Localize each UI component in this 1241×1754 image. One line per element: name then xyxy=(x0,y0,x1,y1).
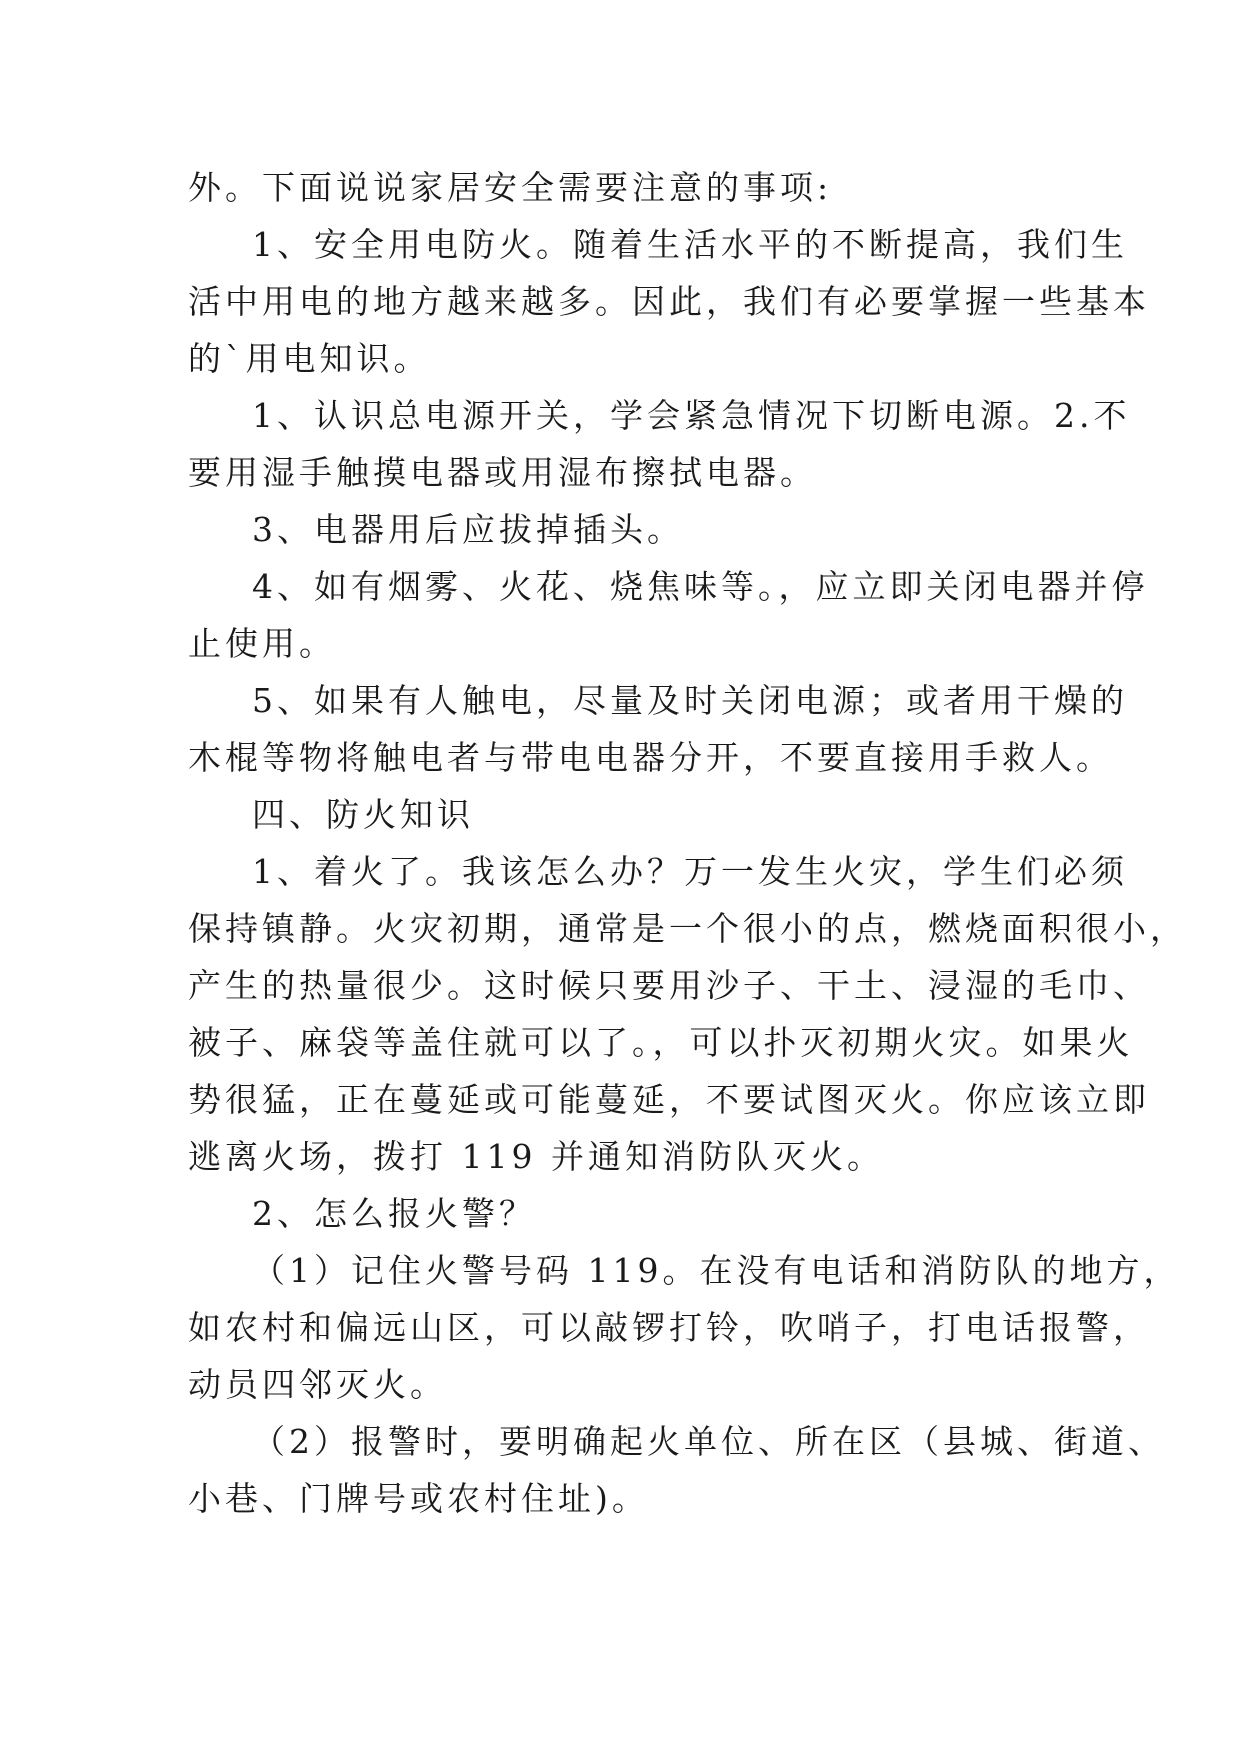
text-line: 止使用。 xyxy=(188,624,336,663)
text-line: 动员四邻灭火。 xyxy=(188,1365,447,1404)
text-line: 1、安全用电防火。随着生活水平的不断提高，我们生 xyxy=(252,225,1128,264)
text-line: 势很猛，正在蔓延或可能蔓延，不要试图灭火。你应该立即 xyxy=(188,1080,1150,1119)
text-line: 要用湿手触摸电器或用湿布擦拭电器。 xyxy=(188,453,817,492)
text-line: 小巷、门牌号或农村住址)。 xyxy=(188,1479,649,1518)
text-line: 外。下面说说家居安全需要注意的事项: xyxy=(188,168,833,207)
text-line: 如农村和偏远山区，可以敲锣打铃，吹哨子，打电话报警， xyxy=(188,1308,1150,1347)
text-line: 逃离火场，拨打 119 并通知消防队灭火。 xyxy=(188,1137,884,1176)
text-line: 1、认识总电源开关，学会紧急情况下切断电源。2.不 xyxy=(252,396,1131,435)
text-line: 活中用电的地方越来越多。因此，我们有必要掌握一些基本 xyxy=(188,282,1150,321)
text-line: 保持镇静。火灾初期，通常是一个很小的点，燃烧面积很小， xyxy=(188,909,1187,948)
text-line: 2、怎么报火警？ xyxy=(252,1194,536,1233)
text-line: 4、如有烟雾、火花、烧焦味等。，应立即关闭电器并停 xyxy=(252,567,1149,606)
section-heading: 四、防火知识 xyxy=(252,795,474,834)
text-line: 的`用电知识。 xyxy=(188,339,431,378)
text-line: 1、着火了。我该怎么办？万一发生火灾，学生们必须 xyxy=(252,852,1128,891)
text-line: 产生的热量很少。这时候只要用沙子、干土、浸湿的毛巾、 xyxy=(188,966,1150,1005)
text-line: （2）报警时，要明确起火单位、所在区（县城、街道、 xyxy=(252,1422,1165,1461)
text-line: 被子、麻袋等盖住就可以了。，可以扑灭初期火灾。如果火 xyxy=(188,1023,1134,1062)
text-line: 3、电器用后应拔掉插头。 xyxy=(252,510,684,549)
text-line: 木棍等物将触电者与带电电器分开，不要直接用手救人。 xyxy=(188,738,1113,777)
text-line: 5、如果有人触电，尽量及时关闭电源；或者用干燥的 xyxy=(252,681,1128,720)
text-line: （1）记住火警号码 119。在没有电话和消防队的地方， xyxy=(252,1251,1181,1290)
